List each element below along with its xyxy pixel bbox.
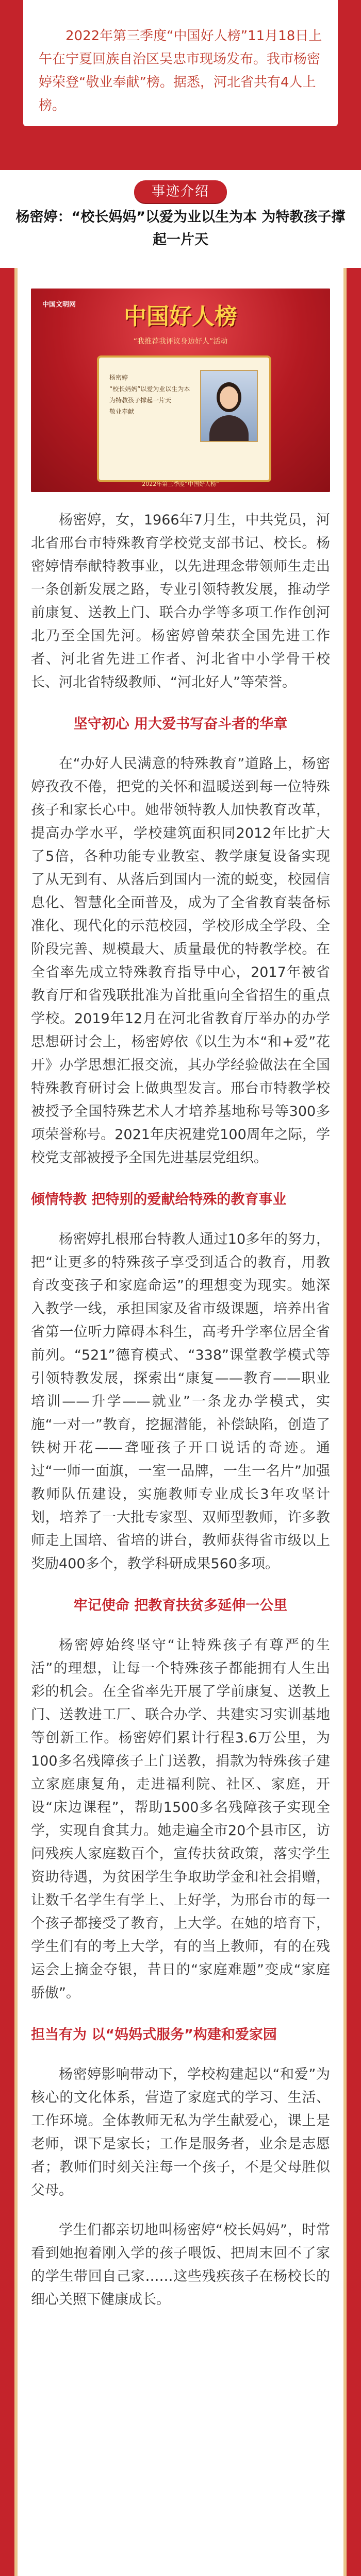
article-title: 杨密婷：“校长妈妈”以爱为业以生为本 为特教孩子撑起一片天 xyxy=(15,209,346,248)
honor-poster-image xyxy=(31,289,330,492)
portrait-body xyxy=(209,415,249,441)
left-frame-trim xyxy=(14,268,18,2576)
poster-card-name: 杨密婷 xyxy=(109,374,128,381)
section-heading-3: 牢记使命 把教育扶贫多延伸一公里 xyxy=(73,1598,288,1614)
paragraph-section-4: 杨密婷影响带动下，学校构建起以“和爱”为核心的文化体系，营造了家庭式的学习、生活、工作环境。全体教师无私为学生献爱心，课上是老师，课下是家长；工作是服务者，业余是志愿者；教师们时刻关注每一个孩子，不是父母胜似父母。 xyxy=(31,2066,330,2198)
right-frame xyxy=(347,268,361,2576)
section-heading-4: 担当有为 以“妈妈式服务”构建和爱家园 xyxy=(31,2027,277,2043)
left-frame xyxy=(0,268,14,2576)
section-heading-1: 坚守初心 用大爱书写奋斗者的华章 xyxy=(73,716,288,732)
article-content xyxy=(31,268,330,2311)
right-frame-trim xyxy=(343,268,347,2576)
section-pill: 事迹介绍 xyxy=(134,180,227,203)
portrait-photo xyxy=(200,370,258,442)
paragraph-section-3: 杨密婷始终坚守“让特殊孩子有尊严的生活”的理想，让每一个特殊孩子都能拥有人生出彩的机会。在全省率先开展了学前康复、送教上门、送教进工厂、联合办学、共建实习实训基地等创新工作。杨密婷们累计行程3.6万公里，为100多名残障孩子上门送教，捐款为特殊孩子建立家庭康复角，走进福利院、社区、家庭，开设“床边课程”，帮助1500多名残障孩子实现全学，实现自食其力。她走遍全市20个县市区，访问残疾人家庭数百个，宣传扶贫政策，落实学生资助待遇，为贫困学生争取助学金和社会捐赠，让数千名学生有学上、上好学，为邢台市的每一个孩子都接受了教育，上大学。在她的培育下，学生们有的考上大学，有的当上教师，有的在残运会上摘金夺银，昔日的“家庭难题”变成“家庭骄傲”。 xyxy=(31,1637,330,2001)
section-pill-wrap xyxy=(0,170,361,201)
poster-card-category: 敬业奉献 xyxy=(109,408,135,415)
poster-logo: 中国文明网 xyxy=(42,301,76,309)
poster-card-text xyxy=(109,372,192,417)
poster-card xyxy=(97,355,271,482)
portrait-face xyxy=(220,386,238,409)
lead-paragraph: 2022年第三季度“中国好人榜”11月18日上午在宁夏回族自治区吴忠市现场发布。我市杨密婷荣登“敬业奉献”榜。据悉，河北省共有4人上榜。 xyxy=(39,28,322,113)
poster-subtitle: “我推荐我评议身边好人”活动 xyxy=(133,337,228,346)
poster-heading: 中国好人榜 xyxy=(124,303,237,330)
paragraph-section-1: 在“办好人民满意的特殊教育”道路上，杨密婷孜孜不倦，把党的关怀和温暖送到每一位特殊孩子和家长心中。她带领特教人加快教育改革，提高办学水平，学校建筑面积同2012年比扩大了5倍，各种功能专业教室、教学康复设备实现了从无到有、从落后到国内一流的蜕变，校园信息化、智慧化全面普及，成为了全省教育装备标准化、现代化的示范校园，学校形成全学段、全阶段完善、规模最大、质量最优的特教学校。在全省率先成立特殊教育指导中心，2017年被省教育厅和省残联批准为首批重向全省招生的重点学校。2019年12月在河北省教育厅举办的办学思想研讨会上，杨密婷依《以生为本“和+爱”花开》办学思想汇报交流，其办学经验做法在全国特殊教育研讨会上做典型发言。邢台市特教学校被授予全国特殊艺术人才培养基地称号等300多项荣誉称号。2021年庆祝建党100周年之际，学校党支部被授予全国先进基层党组织。 xyxy=(31,756,330,1166)
paragraph-intro: 杨密婷，女，1966年7月生，中共党员，河北省邢台市特殊教育学校党支部书记、校长。杨密婷情奉献特教事业，以先进理念带领师生走出一条创新发展之路，专业引领特教发展，推动学前康复、送教上门、联合办学等多项工作作创河北乃至全国先河。杨密婷曾荣获全国先进工作者、河北省先进工作者、河北省中小学骨干校长、河北省特级教师、“河北好人”等荣誉。 xyxy=(31,512,330,690)
poster-card-desc: “校长妈妈”以爱为业以生为本 为特教孩子撑起一片天 xyxy=(109,385,190,404)
paragraph-closing: 学生们都亲切地叫杨密婷“校长妈妈”，时常看到她抱着刚入学的孩子喂饭、把周末回不了家的学生带回自己家……这些残疾孩子在杨校长的细心关照下健康成长。 xyxy=(31,2222,330,2308)
poster-caption: 2022年第三季度“中国好人榜” xyxy=(142,481,219,487)
section-heading-2: 倾情特教 把特别的爱献给特殊的教育事业 xyxy=(31,1192,287,1208)
paragraph-section-2: 杨密婷扎根邢台特教人通过10多年的努力，把“让更多的特殊孩子享受到适合的教育，用教育改变孩子和家庭命运”的理想变为现实。她深入教学一线，承担国家及省市级课题，培养出省省第一位听力障碍本科生，高考升学率位居全省前列。“521”德育模式、“338”课堂教学模式等引领特教发展，探索出“康复——教育——职业培训——升学——就业”一条龙办学模式，实施“一对一”教育，挖掘潜能，补偿缺陷，创造了铁树开花——聋哑孩子开口说话的奇迹。通过“一师一面旗，一室一品牌，一生一名片”加强教师队伍建设，实施教师专业成长3年攻坚计划，培养了一大批专家型、双师型教师，许多教师走上国培、省培的讲台，教师获得省市级以上奖励400多个，教学科研成果560多项。 xyxy=(31,1231,330,1572)
